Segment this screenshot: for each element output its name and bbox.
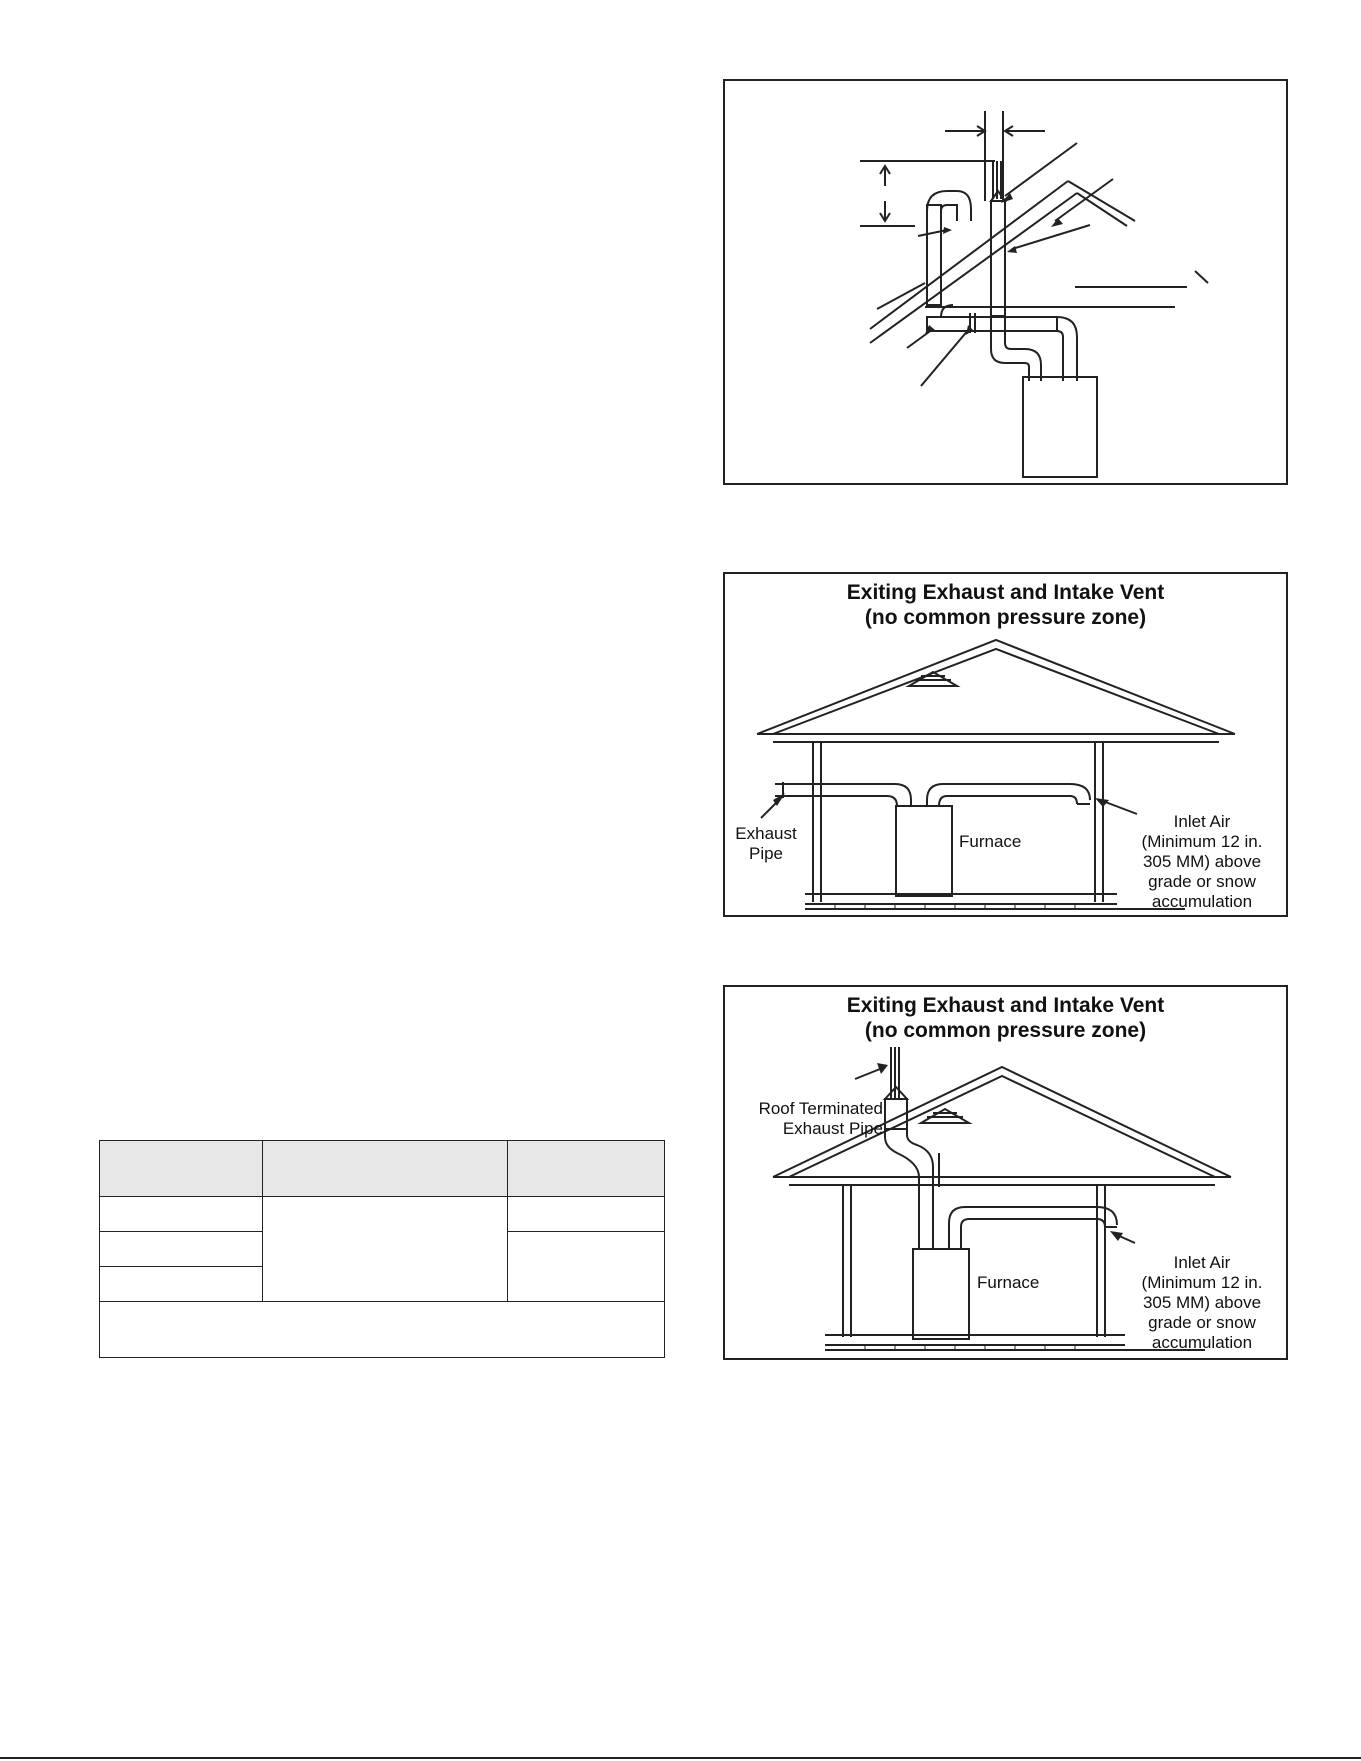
inlet-air-label [1127,1253,1277,1353]
inlet-air-label [1127,812,1277,912]
exhaust-label-line2: Pipe [748,844,784,863]
table-cell [99,1266,263,1302]
inlet-label-line5: accumulation [1151,892,1253,911]
inlet-label-line3: 305 MM) above [1142,1293,1262,1312]
table-header-cell [99,1140,263,1197]
roof-exhaust-label-line1: Roof Terminated [758,1099,883,1118]
table-cell [262,1196,508,1302]
roof-exhaust-label-line2: Exhaust Pipe [782,1119,883,1138]
figure-title-line1: Exiting Exhaust and Intake Vent [846,581,1165,604]
roof-exhaust-label [733,1099,883,1139]
table-cell [507,1196,665,1232]
exhaust-label-line1: Exhaust [735,824,797,843]
inlet-label-line5: accumulation [1151,1333,1253,1352]
table-footnote-cell [99,1301,665,1358]
figure-title-line1: Exiting Exhaust and Intake Vent [846,994,1165,1017]
exhaust-pipe-label [731,824,801,864]
inlet-label-line1: Inlet Air [1173,812,1231,831]
inlet-label-line3: 305 MM) above [1142,852,1262,871]
table-cell [507,1231,665,1302]
table-cell [99,1231,263,1267]
roof-vent-diagram [723,79,1288,485]
figure-title-line2: (no common pressure zone) [864,1019,1147,1042]
table-header-cell [262,1140,508,1197]
table-cell [99,1196,263,1232]
inlet-label-line1: Inlet Air [1173,1253,1231,1272]
roof-vent-drawing [725,81,1286,483]
furnace-label: Furnace [977,1273,1040,1292]
furnace-label: Furnace [959,832,1022,851]
inlet-label-line2: (Minimum 12 in. [1141,1273,1263,1292]
roof-exhaust-vent-diagram [723,985,1288,1360]
sidewall-vent-diagram [723,572,1288,917]
inlet-label-line4: grade or snow [1148,872,1256,891]
page-footer-rule [0,1757,1361,1759]
figure-title-line2: (no common pressure zone) [864,606,1147,629]
inlet-label-line4: grade or snow [1148,1313,1256,1332]
table-header-cell [507,1140,665,1197]
vent-table [99,1140,665,1358]
inlet-label-line2: (Minimum 12 in. [1141,832,1263,851]
